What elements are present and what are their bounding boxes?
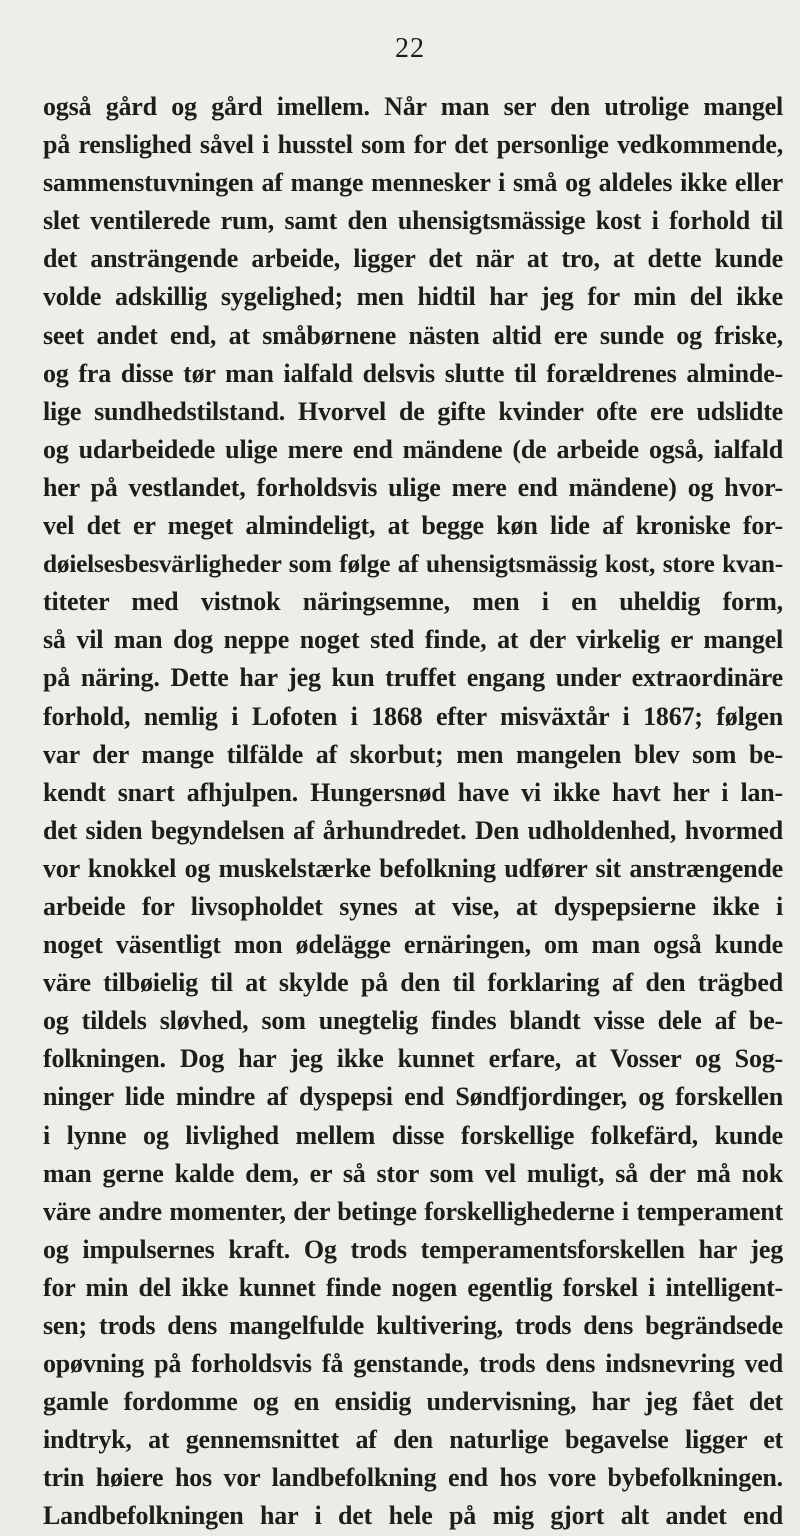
text-line: og fra disse tør man ialfald delsvis slutte til forældrenes alminde-	[43, 358, 783, 388]
text-line: sen; trods dens mangelfulde kultivering, trods dens begrändsede	[43, 1311, 783, 1340]
text-line: väre andre momenter, der betinge forskellighederne i temperament	[43, 1196, 783, 1226]
text-line: vor knokkel og muskelstærke befolkning udfører sit anstrængende	[43, 853, 783, 883]
text-line: väre tilbøielig til at skylde på den til forklaring af den trägbed	[43, 968, 783, 998]
text-line: på näring. Dette har jeg kun truffet engang under extraordinäre	[43, 663, 783, 693]
text-line: forhold, nemlig i Lofoten i 1868 efter misväxtår i 1867; følgen	[43, 701, 783, 731]
text-line: for min del ikke kunnet finde nogen egentlig forskel i intelligent-	[43, 1272, 783, 1302]
text-line: trin høiere hos vor landbefolkning end hos vore bybefolkningen.	[43, 1463, 783, 1493]
text-line: man gerne kalde dem, er så stor som vel muligt, så der må nok	[43, 1158, 783, 1188]
text-line: lige sundhedstilstand. Hvorvel de gifte kvinder ofte ere udslidte	[43, 396, 783, 426]
body-text	[43, 88, 783, 1536]
text-line: gamle fordomme og en ensidig undervisning, har jeg fået det	[43, 1387, 783, 1417]
text-line: i lynne og livlighed mellem disse forskellige folkefärd, kunde	[43, 1120, 783, 1150]
text-line: og udarbeidede ulige mere end mändene (de arbeide også, ialfald	[43, 434, 783, 464]
text-line: på renslighed såvel i husstel som for det personlige vedkommende,	[43, 130, 783, 160]
text-line: folkningen. Dog har jeg ikke kunnet erfare, at Vosser og Sog-	[43, 1044, 783, 1074]
text-line: her på vestlandet, forholdsvis ulige mere end mändene) og hvor-	[43, 472, 783, 502]
text-line: døielsesbesvärligheder som følge af uhensigtsmässig kost, store kvan-	[43, 550, 783, 579]
text-line: det siden begyndelsen af århundredet. Den udholdenhed, hvormed	[43, 815, 783, 845]
text-line: kendt snart afhjulpen. Hungersnød have vi ikke havt her i lan-	[43, 777, 783, 807]
text-line: og impulsernes kraft. Og trods temperamentsforskellen har jeg	[43, 1234, 783, 1264]
text-line: indtryk, at gennemsnittet af den naturlige begavelse ligger et	[43, 1425, 783, 1455]
text-line: og tildels sløvhed, som unegtelig findes blandt visse dele af be-	[43, 1006, 783, 1036]
text-line: noget väsentligt mon ødelägge ernäringen, om man også kunde	[43, 930, 783, 960]
text-line: så vil man dog neppe noget sted finde, at der virkelig er mangel	[43, 625, 783, 655]
text-line: slet ventilerede rum, samt den uhensigtsmässige kost i forhold til	[43, 206, 783, 236]
text-line: også gård og gård imellem. Når man ser den utrolige mangel	[43, 92, 783, 121]
text-line: volde adskillig sygelighed; men hidtil har jeg for min del ikke	[43, 282, 783, 312]
page-number: 22	[395, 33, 425, 64]
text-line: Landbefolkningen har i det hele på mig gjort alt andet end	[43, 1501, 783, 1531]
text-line: sammenstuvningen af mange mennesker i små og aldeles ikke eller	[43, 168, 783, 198]
text-line: vel det er meget almindeligt, at begge køn lide af kroniske for-	[43, 511, 783, 541]
text-line: ninger lide mindre af dyspepsi end Søndfjordinger, og forskellen	[43, 1082, 783, 1112]
text-line: opøvning på forholdsvis få genstande, trods dens indsnevring ved	[43, 1349, 783, 1379]
text-line: det ansträngende arbeide, ligger det när at tro, at dette kunde	[43, 244, 783, 274]
text-line: var der mange tilfälde af skorbut; men mangelen blev som be-	[43, 739, 783, 769]
text-line: arbeide for livsopholdet synes at vise, at dyspepsierne ikke i	[43, 891, 783, 921]
text-line: titeter med vistnok näringsemne, men i en uheldig form,	[43, 587, 783, 617]
text-line: seet andet end, at småbørnene nästen altid ere sunde og friske,	[43, 320, 783, 350]
